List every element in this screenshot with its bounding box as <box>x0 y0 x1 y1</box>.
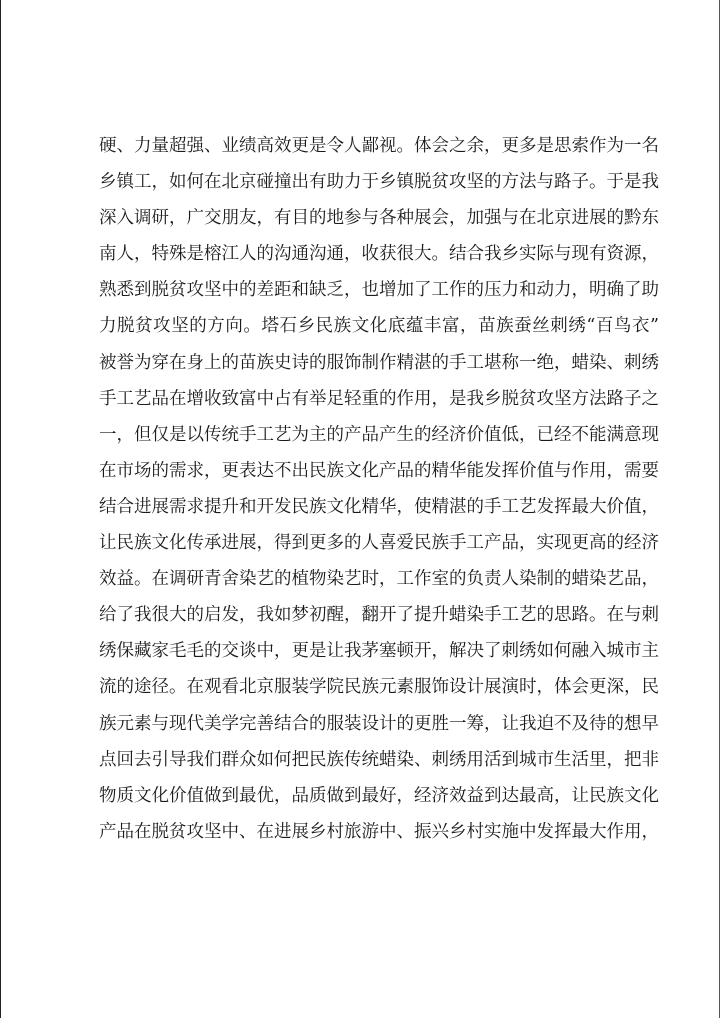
text-line: 一，但仅是以传统手工艺为主的产品产生的经济价值低，已经不能满意现 <box>99 424 659 445</box>
text-line: 被誉为穿在身上的苗族史诗的服饰制作精湛的手工堪称一绝，蜡染、刺绣 <box>99 352 659 373</box>
text-line: 硬、力量超强、业绩高效更是令人鄙视。体会之余，更多是思索作为一名 <box>99 136 659 156</box>
text-line: 在市场的需求，更表达不出民族文化产品的精华能发挥价值与作用，需要 <box>99 460 659 481</box>
text-line: 物质文化价值做到最优，品质做到最好，经济效益到达最高，让民族文化 <box>99 785 659 806</box>
text-line: 南人，特殊是榕江人的沟通沟通，收获很大。结合我乡实际与现有资源， <box>99 244 659 265</box>
text-line: 流的途径。在观看北京服装学院民族元素服饰设计展演时，体会更深，民 <box>99 677 659 698</box>
text-line: 熟悉到脱贫攻坚中的差距和缺乏，也增加了工作的压力和动力，明确了助 <box>99 280 659 301</box>
text-line: 结合进展需求提升和开发民族文化精华，使精湛的手工艺发挥最大价值， <box>99 496 659 517</box>
text-line: 深入调研，广交朋友，有目的地参与各种展会，加强与在北京进展的黔东 <box>99 208 659 229</box>
text-line: 手工艺品在增收致富中占有举足轻重的作用，是我乡脱贫攻坚方法路子之 <box>99 388 659 409</box>
text-line: 给了我很大的启发，我如梦初醒，翻开了提升蜡染手工艺的思路。在与刺 <box>99 605 659 626</box>
text-line: 绣保藏家毛毛的交谈中，更是让我茅塞顿开，解决了刺绣如何融入城市主 <box>99 641 659 662</box>
text-line: 力脱贫攻坚的方向。塔石乡民族文化底蕴丰富，苗族蚕丝刺绣“百鸟衣” <box>99 316 659 337</box>
text-line: 点回去引导我们群众如何把民族传统蜡染、刺绣用活到城市生活里，把非 <box>99 749 659 770</box>
text-line: 产品在脱贫攻坚中、在进展乡村旅游中、振兴乡村实施中发挥最大作用， <box>99 821 659 842</box>
text-line: 让民族文化传承进展，得到更多的人喜爱民族手工产品，实现更高的经济 <box>99 533 659 554</box>
body-text <box>99 128 659 850</box>
text-line: 效益。在调研青舍染艺的植物染艺时，工作室的负责人染制的蜡染艺品， <box>99 569 659 590</box>
page-left-border <box>0 0 1 1018</box>
text-line: 乡镇工，如何在北京碰撞出有助力于乡镇脱贫攻坚的方法与路子。于是我 <box>99 172 659 193</box>
text-line: 族元素与现代美学完善结合的服装设计的更胜一筹，让我迫不及待的想早 <box>99 713 659 734</box>
